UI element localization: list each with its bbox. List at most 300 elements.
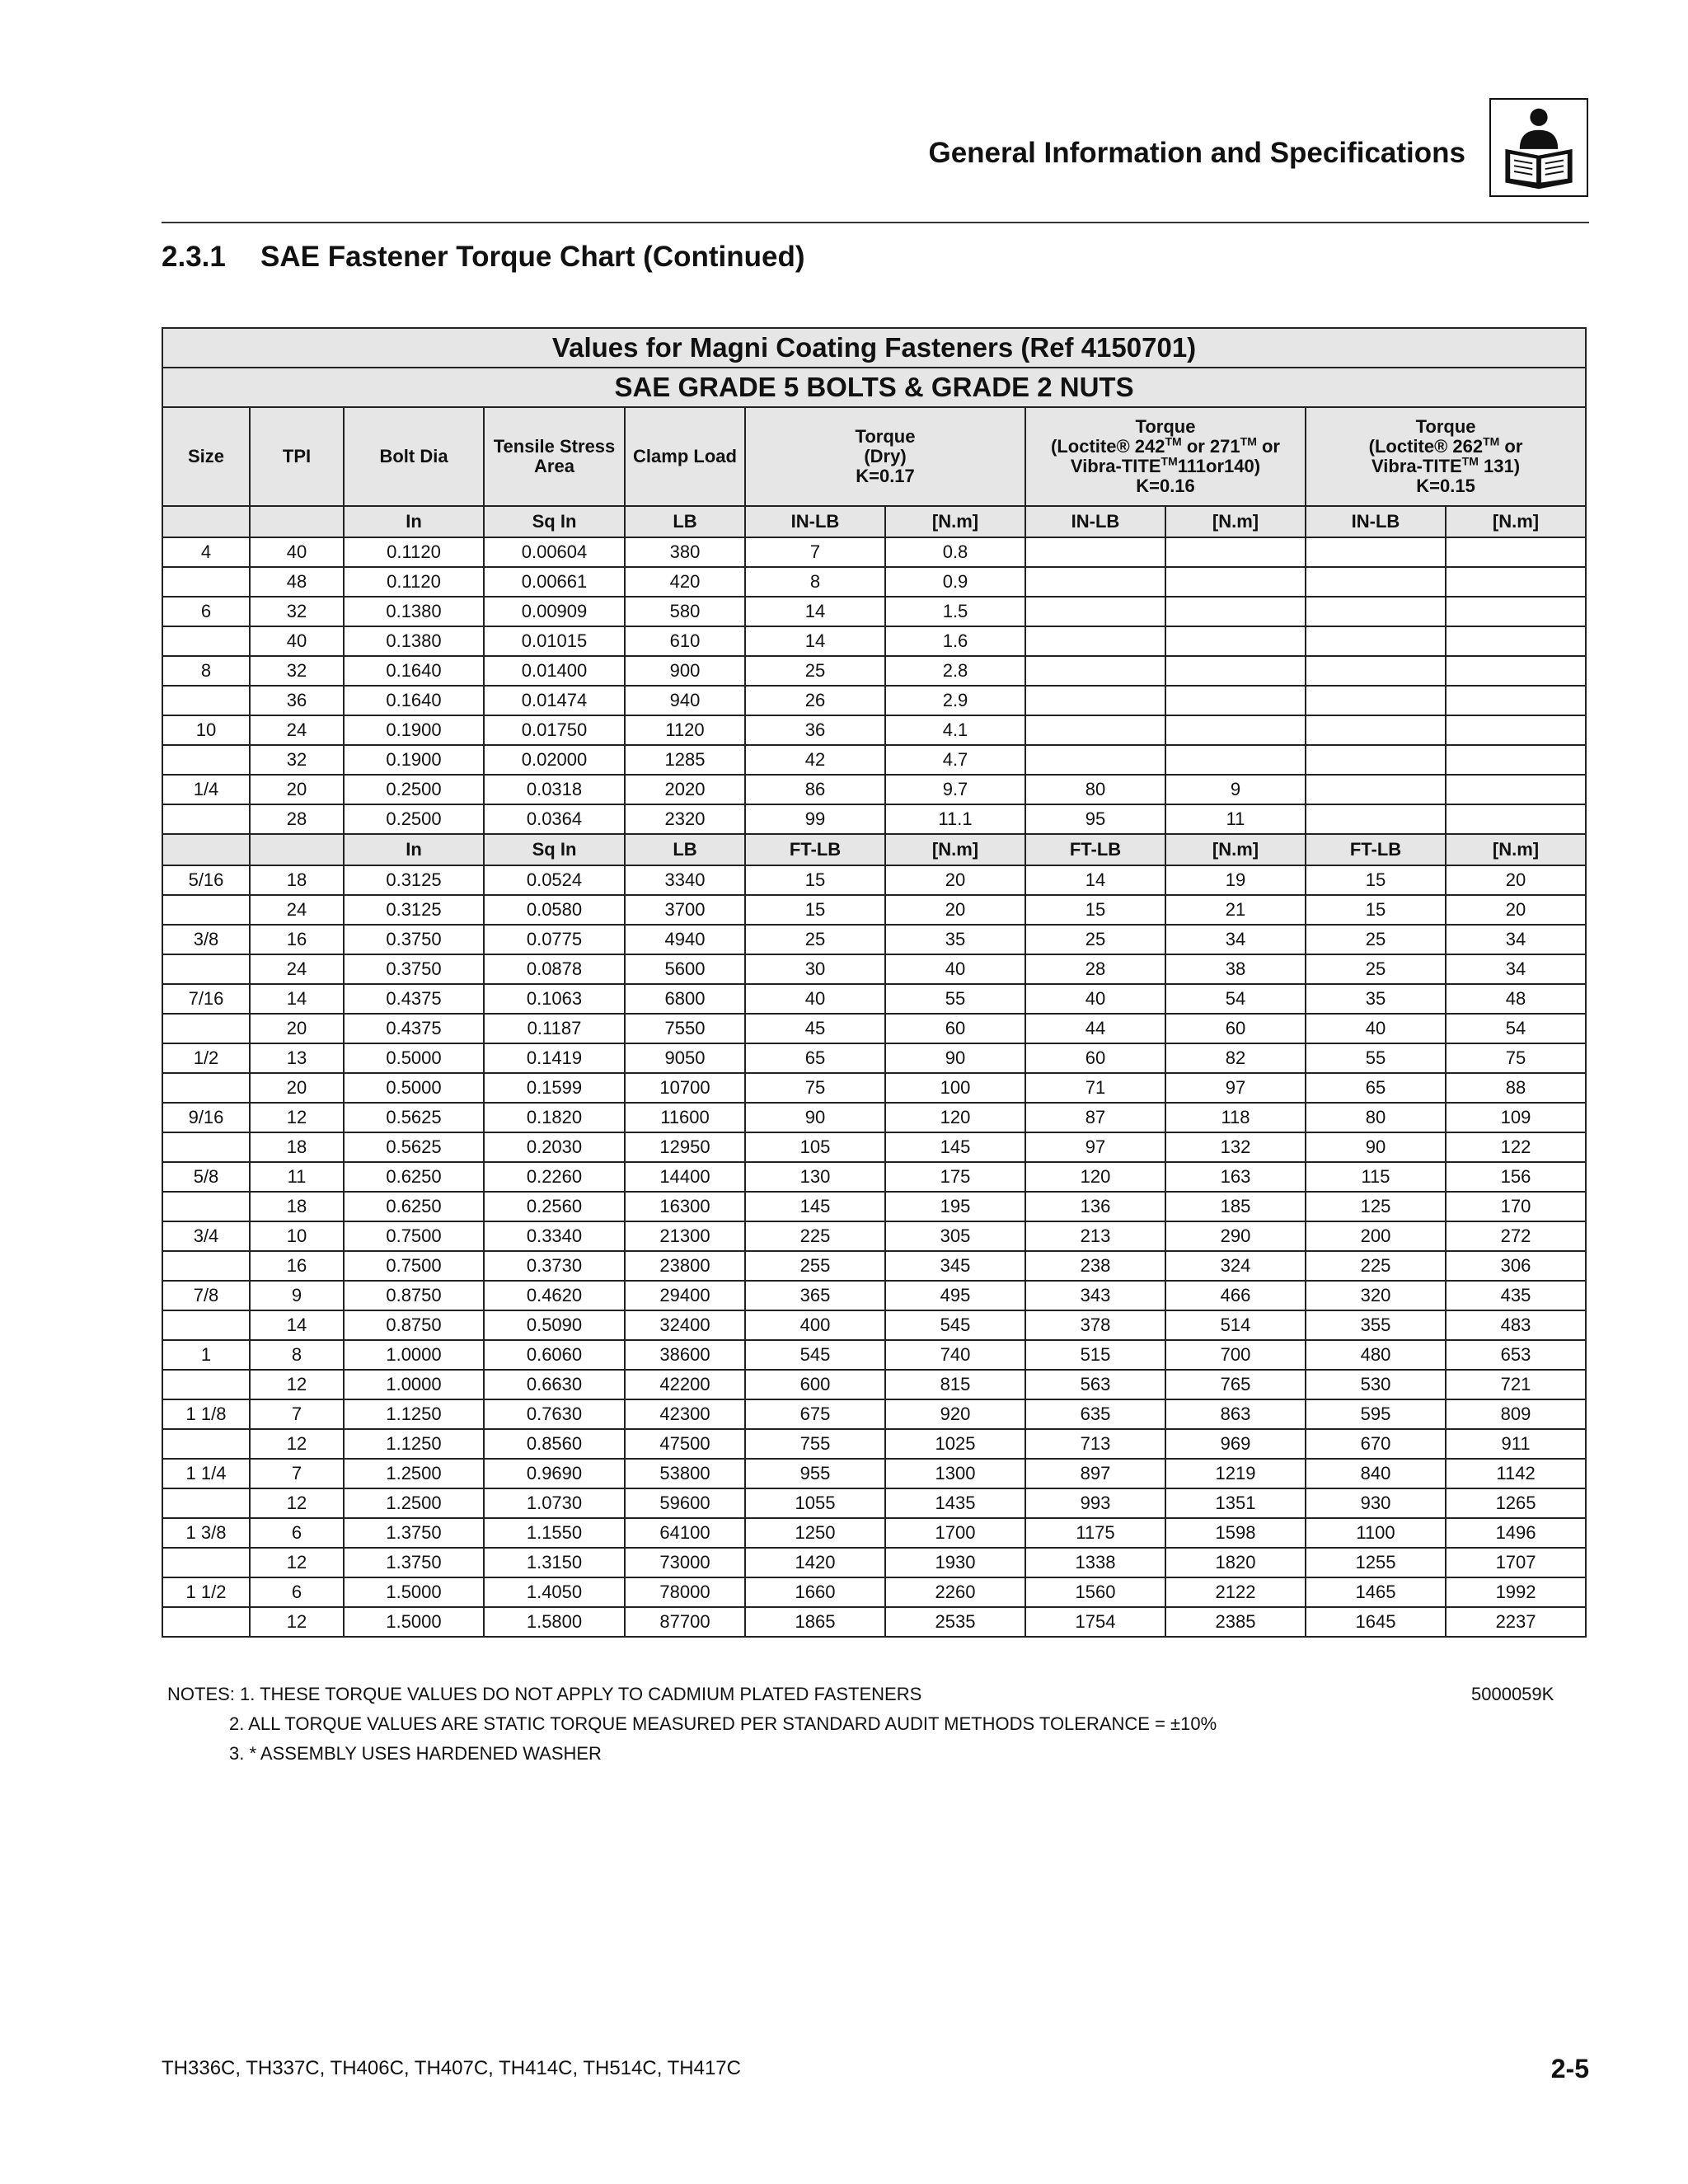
- table-cell: 64100: [625, 1518, 745, 1548]
- table-cell: [1446, 567, 1586, 597]
- table-row: [162, 804, 1586, 834]
- table-cell: 4.1: [885, 715, 1025, 745]
- table-row: [162, 715, 1586, 745]
- table-cell: 6: [250, 1577, 344, 1607]
- table-cell: 71: [1025, 1073, 1165, 1103]
- table-cell: 0.0318: [484, 775, 625, 804]
- table-cell: 18: [250, 865, 344, 895]
- table-cell: 11.1: [885, 804, 1025, 834]
- table-cell: [1165, 715, 1306, 745]
- table-cell: 200: [1306, 1221, 1446, 1251]
- unit-cell: Sq In: [484, 834, 625, 865]
- table-cell: 16: [250, 925, 344, 954]
- table-cell: 809: [1446, 1399, 1586, 1429]
- table-cell: 272: [1446, 1221, 1586, 1251]
- table-cell: 170: [1446, 1192, 1586, 1221]
- table-cell: 54: [1446, 1014, 1586, 1043]
- table-cell: 35: [885, 925, 1025, 954]
- table-cell: 21300: [625, 1221, 745, 1251]
- table-cell: [162, 804, 250, 834]
- table-cell: 1420: [745, 1548, 885, 1577]
- col-header-size: Size: [162, 407, 250, 506]
- table-cell: [1446, 626, 1586, 656]
- table-cell: 0.9690: [484, 1459, 625, 1488]
- table-cell: 940: [625, 686, 745, 715]
- section-heading: [162, 241, 805, 274]
- table-cell: 7: [745, 537, 885, 567]
- table-cell: 3/8: [162, 925, 250, 954]
- table-cell: 9: [1165, 775, 1306, 804]
- unit-cell: FT-LB: [745, 834, 885, 865]
- unit-cell: [250, 834, 344, 865]
- table-cell: 1.5000: [344, 1607, 484, 1637]
- table-cell: [162, 1310, 250, 1340]
- table-cell: 7/8: [162, 1281, 250, 1310]
- table-row: [162, 745, 1586, 775]
- table-cell: [1025, 567, 1165, 597]
- table-row: [162, 1043, 1586, 1073]
- table-cell: 44: [1025, 1014, 1165, 1043]
- table-cell: 0.1380: [344, 626, 484, 656]
- table-cell: 1/4: [162, 775, 250, 804]
- table-cell: 740: [885, 1340, 1025, 1370]
- table-cell: 993: [1025, 1488, 1165, 1518]
- table-cell: 0.3730: [484, 1251, 625, 1281]
- table-cell: 1660: [745, 1577, 885, 1607]
- table-row: [162, 686, 1586, 715]
- table-cell: [162, 1132, 250, 1162]
- torque-chart-table: [162, 327, 1587, 1638]
- table-cell: 721: [1446, 1370, 1586, 1399]
- table-cell: 1055: [745, 1488, 885, 1518]
- table-cell: 0.8750: [344, 1281, 484, 1310]
- col-header-tpi: TPI: [250, 407, 344, 506]
- table-cell: 0.3750: [344, 925, 484, 954]
- table-cell: 0.8560: [484, 1429, 625, 1459]
- table-row: [162, 1251, 1586, 1281]
- table-cell: [1306, 804, 1446, 834]
- table-cell: 2122: [1165, 1577, 1306, 1607]
- table-cell: 24: [250, 954, 344, 984]
- table-cell: 2.9: [885, 686, 1025, 715]
- table-cell: [1446, 656, 1586, 686]
- units-row: [162, 506, 1586, 537]
- table-cell: [162, 1488, 250, 1518]
- table-cell: 1 3/8: [162, 1518, 250, 1548]
- table-cell: 0.00604: [484, 537, 625, 567]
- table-cell: [1165, 537, 1306, 567]
- table-cell: 0.02000: [484, 745, 625, 775]
- unit-cell: In: [344, 834, 484, 865]
- table-cell: [1446, 537, 1586, 567]
- table-cell: [162, 1251, 250, 1281]
- table-cell: 185: [1165, 1192, 1306, 1221]
- table-cell: 24: [250, 715, 344, 745]
- table-cell: 10: [250, 1221, 344, 1251]
- table-cell: 0.1063: [484, 984, 625, 1014]
- table-cell: 12: [250, 1607, 344, 1637]
- table-cell: 0.1900: [344, 745, 484, 775]
- table-cell: 1100: [1306, 1518, 1446, 1548]
- table-cell: 0.0775: [484, 925, 625, 954]
- table-cell: 345: [885, 1251, 1025, 1281]
- table-cell: 118: [1165, 1103, 1306, 1132]
- table-cell: [1306, 626, 1446, 656]
- table-cell: 11: [250, 1162, 344, 1192]
- table-cell: [1446, 804, 1586, 834]
- page-number: 2-5: [1550, 2054, 1589, 2083]
- table-cell: 0.5090: [484, 1310, 625, 1340]
- table-cell: 120: [1025, 1162, 1165, 1192]
- table-cell: 1.3750: [344, 1518, 484, 1548]
- table-cell: 34: [1165, 925, 1306, 954]
- table-row: [162, 984, 1586, 1014]
- table-cell: 225: [745, 1221, 885, 1251]
- table-cell: 25: [745, 656, 885, 686]
- table-cell: 14: [1025, 865, 1165, 895]
- table-cell: 675: [745, 1399, 885, 1429]
- table-cell: 73000: [625, 1548, 745, 1577]
- table-cell: 87700: [625, 1607, 745, 1637]
- unit-cell: [N.m]: [885, 506, 1025, 537]
- table-cell: 12950: [625, 1132, 745, 1162]
- table-cell: 400: [745, 1310, 885, 1340]
- table-cell: [1446, 597, 1586, 626]
- table-row: [162, 1221, 1586, 1251]
- table-cell: 713: [1025, 1429, 1165, 1459]
- table-cell: 0.5000: [344, 1043, 484, 1073]
- table-cell: 20: [885, 865, 1025, 895]
- table-cell: 42300: [625, 1399, 745, 1429]
- table-cell: 0.6250: [344, 1162, 484, 1192]
- table-cell: 0.1640: [344, 686, 484, 715]
- unit-cell: LB: [625, 834, 745, 865]
- table-cell: [162, 1370, 250, 1399]
- table-cell: 483: [1446, 1310, 1586, 1340]
- units-row: [162, 834, 1586, 865]
- col-header-tensile: Tensile Stress Area: [484, 407, 625, 506]
- table-cell: 4: [162, 537, 250, 567]
- table-cell: [1025, 745, 1165, 775]
- table-cell: 19: [1165, 865, 1306, 895]
- table-cell: 21: [1165, 895, 1306, 925]
- table-cell: 0.6250: [344, 1192, 484, 1221]
- table-cell: 0.1599: [484, 1073, 625, 1103]
- small-fastener-rows: [162, 506, 1586, 834]
- table-cell: 156: [1446, 1162, 1586, 1192]
- table-cell: 1175: [1025, 1518, 1165, 1548]
- table-cell: 0.3125: [344, 865, 484, 895]
- table-cell: 14: [745, 626, 885, 656]
- table-cell: 40: [1025, 984, 1165, 1014]
- table-cell: 20: [250, 775, 344, 804]
- table-cell: 3700: [625, 895, 745, 925]
- table-cell: 1025: [885, 1429, 1025, 1459]
- table-cell: 225: [1306, 1251, 1446, 1281]
- table-cell: [162, 567, 250, 597]
- table-cell: 1.5: [885, 597, 1025, 626]
- table-cell: 10: [162, 715, 250, 745]
- table-cell: 1820: [1165, 1548, 1306, 1577]
- document-id: 5000059K: [1471, 1684, 1554, 1704]
- table-cell: 1300: [885, 1459, 1025, 1488]
- table-cell: 1.3750: [344, 1548, 484, 1577]
- table-cell: 38: [1165, 954, 1306, 984]
- table-cell: 1865: [745, 1607, 885, 1637]
- table-cell: 30: [745, 954, 885, 984]
- table-cell: 1 1/8: [162, 1399, 250, 1429]
- table-cell: 100: [885, 1073, 1025, 1103]
- table-row: [162, 1459, 1586, 1488]
- table-cell: [1025, 537, 1165, 567]
- table-cell: 380: [625, 537, 745, 567]
- table-cell: 1255: [1306, 1548, 1446, 1577]
- table-cell: 82: [1165, 1043, 1306, 1073]
- table-cell: 29400: [625, 1281, 745, 1310]
- table-cell: 0.2500: [344, 775, 484, 804]
- table-row: [162, 1162, 1586, 1192]
- table-subtitle: SAE GRADE 5 BOLTS & GRADE 2 NUTS: [162, 368, 1586, 407]
- table-cell: 7: [250, 1459, 344, 1488]
- unit-cell: [162, 834, 250, 865]
- table-cell: 1142: [1446, 1459, 1586, 1488]
- table-cell: 1120: [625, 715, 745, 745]
- table-cell: [162, 686, 250, 715]
- table-cell: 90: [1306, 1132, 1446, 1162]
- table-cell: 1435: [885, 1488, 1025, 1518]
- table-cell: 1285: [625, 745, 745, 775]
- table-cell: [1306, 656, 1446, 686]
- table-cell: 20: [1446, 895, 1586, 925]
- unit-cell: [250, 506, 344, 537]
- table-cell: [1165, 626, 1306, 656]
- table-cell: [1025, 626, 1165, 656]
- unit-cell: IN-LB: [745, 506, 885, 537]
- table-row: [162, 567, 1586, 597]
- table-row: [162, 775, 1586, 804]
- table-cell: [162, 1548, 250, 1577]
- table-cell: 8: [250, 1340, 344, 1370]
- table-cell: 0.01400: [484, 656, 625, 686]
- table-cell: 0.1419: [484, 1043, 625, 1073]
- table-cell: 80: [1306, 1103, 1446, 1132]
- table-cell: 1930: [885, 1548, 1025, 1577]
- table-cell: 14400: [625, 1162, 745, 1192]
- table-cell: 1.5800: [484, 1607, 625, 1637]
- table-row: [162, 1488, 1586, 1518]
- table-cell: 12: [250, 1488, 344, 1518]
- table-cell: 1560: [1025, 1577, 1165, 1607]
- table-cell: 18: [250, 1132, 344, 1162]
- table-cell: 15: [745, 865, 885, 895]
- table-row: [162, 954, 1586, 984]
- table-cell: 545: [885, 1310, 1025, 1340]
- table-row: [162, 656, 1586, 686]
- table-cell: 653: [1446, 1340, 1586, 1370]
- table-cell: 90: [745, 1103, 885, 1132]
- table-cell: 42200: [625, 1370, 745, 1399]
- table-cell: 20: [250, 1073, 344, 1103]
- table-cell: 0.8750: [344, 1310, 484, 1340]
- table-cell: 0.1187: [484, 1014, 625, 1043]
- table-row: [162, 925, 1586, 954]
- table-cell: 700: [1165, 1340, 1306, 1370]
- col-header-torque-dry: Torque (Dry) K=0.17: [745, 407, 1025, 506]
- table-cell: [162, 626, 250, 656]
- table-cell: [1025, 715, 1165, 745]
- table-cell: 955: [745, 1459, 885, 1488]
- table-row: [162, 1014, 1586, 1043]
- table-cell: 1/2: [162, 1043, 250, 1073]
- table-cell: 920: [885, 1399, 1025, 1429]
- table-cell: [1165, 686, 1306, 715]
- table-cell: 969: [1165, 1429, 1306, 1459]
- table-cell: [162, 954, 250, 984]
- table-cell: 48: [1446, 984, 1586, 1014]
- unit-cell: [N.m]: [885, 834, 1025, 865]
- table-cell: 5/8: [162, 1162, 250, 1192]
- table-cell: [1306, 715, 1446, 745]
- table-cell: 65: [745, 1043, 885, 1073]
- table-cell: 343: [1025, 1281, 1165, 1310]
- table-cell: 324: [1165, 1251, 1306, 1281]
- table-cell: 40: [1306, 1014, 1446, 1043]
- table-cell: 0.0878: [484, 954, 625, 984]
- table-cell: 480: [1306, 1340, 1446, 1370]
- table-cell: [162, 1192, 250, 1221]
- table-row: [162, 1577, 1586, 1607]
- table-row: [162, 1518, 1586, 1548]
- table-cell: 0.1640: [344, 656, 484, 686]
- table-cell: [162, 1073, 250, 1103]
- table-cell: 0.0580: [484, 895, 625, 925]
- table-cell: [1306, 537, 1446, 567]
- unit-cell: [162, 506, 250, 537]
- unit-cell: FT-LB: [1306, 834, 1446, 865]
- table-cell: [162, 895, 250, 925]
- header-divider: [162, 222, 1589, 223]
- table-cell: 0.01750: [484, 715, 625, 745]
- table-cell: 0.1120: [344, 537, 484, 567]
- table-cell: 1496: [1446, 1518, 1586, 1548]
- section-number: 2.3.1: [162, 241, 226, 273]
- table-cell: 115: [1306, 1162, 1446, 1192]
- table-cell: 0.00661: [484, 567, 625, 597]
- table-cell: 1707: [1446, 1548, 1586, 1577]
- table-cell: 9.7: [885, 775, 1025, 804]
- note-2: 2. ALL TORQUE VALUES ARE STATIC TORQUE MEASURED PER STANDARD AUDIT METHODS TOLERANCE = ±10%: [229, 1713, 1217, 1734]
- table-cell: 99: [745, 804, 885, 834]
- table-cell: 12: [250, 1548, 344, 1577]
- table-cell: 18: [250, 1192, 344, 1221]
- table-cell: 1.0000: [344, 1340, 484, 1370]
- table-cell: 0.7630: [484, 1399, 625, 1429]
- table-cell: 40: [745, 984, 885, 1014]
- table-cell: 1465: [1306, 1577, 1446, 1607]
- table-row: [162, 865, 1586, 895]
- table-cell: 14: [250, 984, 344, 1014]
- table-cell: 15: [1306, 895, 1446, 925]
- table-cell: 0.0364: [484, 804, 625, 834]
- table-cell: 9/16: [162, 1103, 250, 1132]
- table-cell: 16: [250, 1251, 344, 1281]
- table-cell: 1598: [1165, 1518, 1306, 1548]
- table-cell: 175: [885, 1162, 1025, 1192]
- table-cell: 2535: [885, 1607, 1025, 1637]
- table-cell: 1645: [1306, 1607, 1446, 1637]
- table-row: [162, 597, 1586, 626]
- table-cell: 1992: [1446, 1577, 1586, 1607]
- footer-models: TH336C, TH337C, TH406C, TH407C, TH414C, TH514C, TH417C: [162, 2057, 741, 2079]
- table-cell: 0.1380: [344, 597, 484, 626]
- note-3: 3. * ASSEMBLY USES HARDENED WASHER: [229, 1743, 602, 1764]
- table-row: [162, 1399, 1586, 1429]
- table-cell: [162, 1014, 250, 1043]
- table-cell: 195: [885, 1192, 1025, 1221]
- table-cell: 0.3125: [344, 895, 484, 925]
- table-cell: 5600: [625, 954, 745, 984]
- table-cell: 1265: [1446, 1488, 1586, 1518]
- table-cell: 54: [1165, 984, 1306, 1014]
- table-cell: 1.0000: [344, 1370, 484, 1399]
- table-cell: 1.1250: [344, 1399, 484, 1429]
- unit-cell: [N.m]: [1446, 506, 1586, 537]
- unit-cell: IN-LB: [1025, 506, 1165, 537]
- table-cell: 0.5000: [344, 1073, 484, 1103]
- table-cell: [162, 745, 250, 775]
- table-cell: 145: [885, 1132, 1025, 1162]
- table-cell: 1338: [1025, 1548, 1165, 1577]
- table-cell: 1219: [1165, 1459, 1306, 1488]
- table-row: [162, 626, 1586, 656]
- table-cell: 563: [1025, 1370, 1165, 1399]
- table-cell: 530: [1306, 1370, 1446, 1399]
- unit-cell: [N.m]: [1165, 834, 1306, 865]
- table-cell: 1.6: [885, 626, 1025, 656]
- table-cell: 3/4: [162, 1221, 250, 1251]
- table-cell: 42: [745, 745, 885, 775]
- table-cell: 125: [1306, 1192, 1446, 1221]
- table-cell: 15: [745, 895, 885, 925]
- table-cell: 1.2500: [344, 1459, 484, 1488]
- table-cell: 0.4620: [484, 1281, 625, 1310]
- table-cell: [1446, 745, 1586, 775]
- table-cell: 635: [1025, 1399, 1165, 1429]
- table-cell: 8: [745, 567, 885, 597]
- unit-cell: Sq In: [484, 506, 625, 537]
- table-cell: 0.6060: [484, 1340, 625, 1370]
- table-cell: 120: [885, 1103, 1025, 1132]
- table-cell: 7550: [625, 1014, 745, 1043]
- table-cell: 897: [1025, 1459, 1165, 1488]
- table-cell: 14: [250, 1310, 344, 1340]
- table-cell: [1306, 686, 1446, 715]
- table-cell: [1025, 656, 1165, 686]
- table-cell: 0.01474: [484, 686, 625, 715]
- col-header-clamp: Clamp Load: [625, 407, 745, 506]
- table-cell: 36: [745, 715, 885, 745]
- table-row: [162, 1281, 1586, 1310]
- table-cell: 0.3340: [484, 1221, 625, 1251]
- table-cell: [1446, 715, 1586, 745]
- table-cell: 545: [745, 1340, 885, 1370]
- table-title: Values for Magni Coating Fasteners (Ref 4150701): [162, 328, 1586, 368]
- table-cell: [1446, 686, 1586, 715]
- table-cell: 911: [1446, 1429, 1586, 1459]
- table-cell: [1165, 597, 1306, 626]
- table-cell: 930: [1306, 1488, 1446, 1518]
- table-cell: 40: [250, 626, 344, 656]
